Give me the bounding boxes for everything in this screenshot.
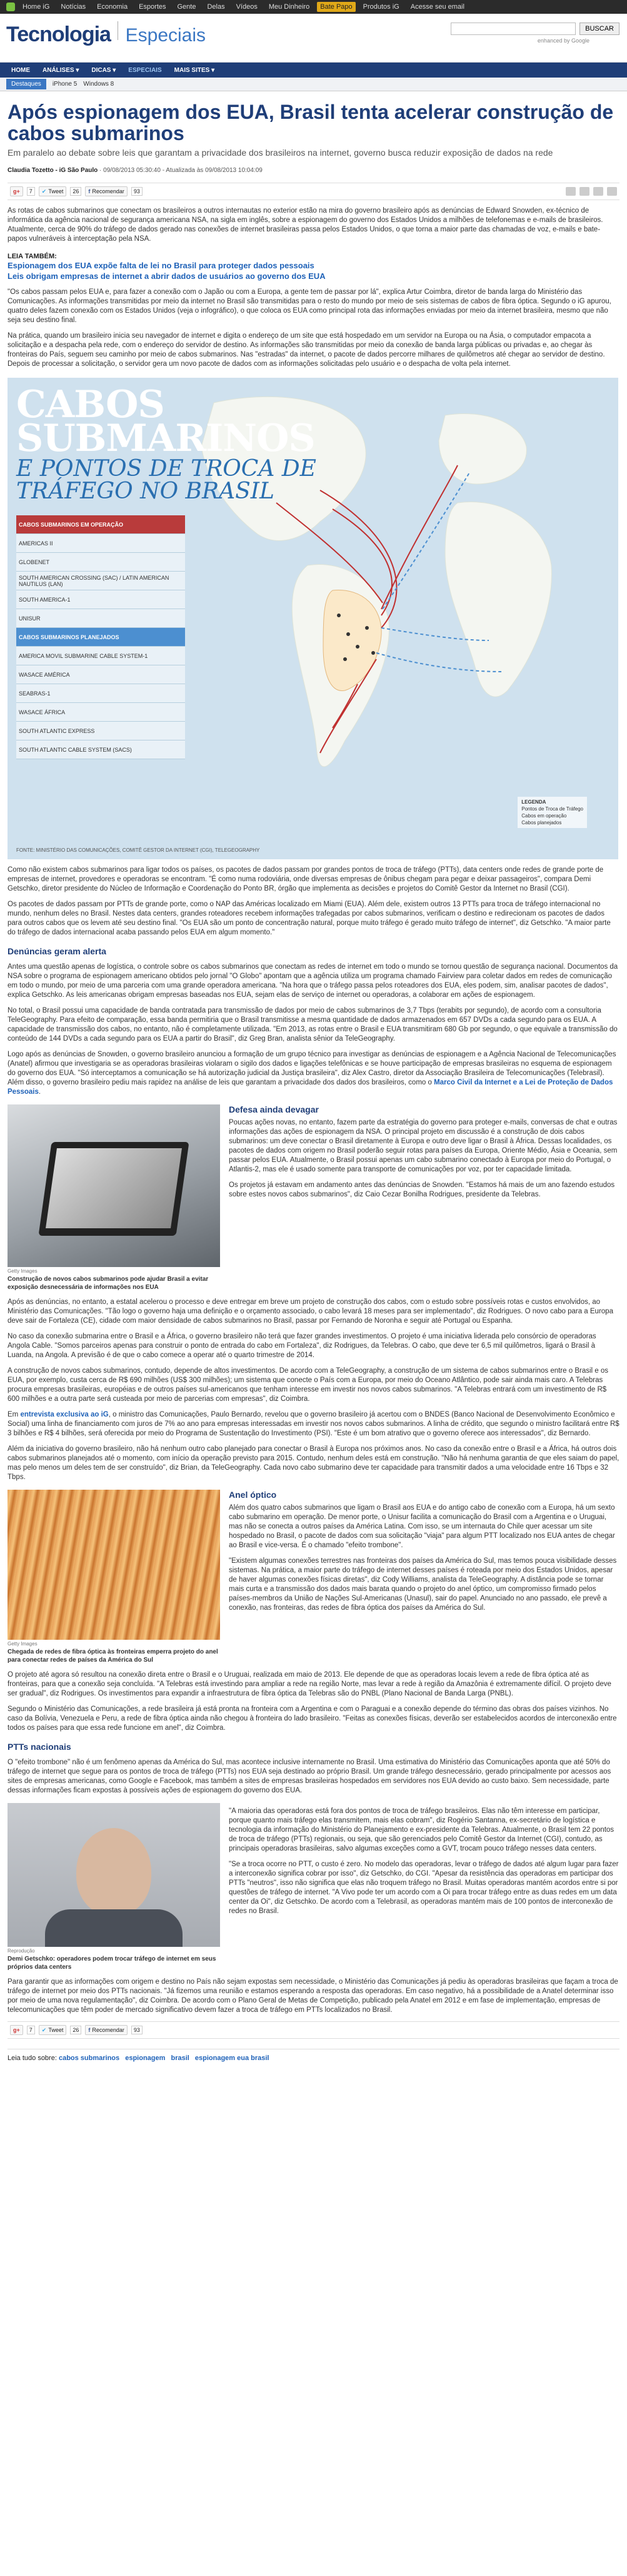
gplus-icon: g+: [13, 188, 20, 194]
subheading: Defesa ainda devagar: [229, 1104, 319, 1114]
subnav-windows8[interactable]: Windows 8: [83, 81, 114, 88]
section-anel: [8, 1490, 619, 1664]
nav-especiais[interactable]: ESPECIAIS: [128, 66, 162, 74]
tags-label: Leia tudo sobre:: [8, 2054, 57, 2062]
comment-icon[interactable]: [607, 187, 617, 196]
photo-caption: Demi Getschko: operadores podem trocar tráfego de internet em seus próprios data centers: [8, 1956, 216, 1971]
site-header: [0, 14, 627, 63]
nav-home[interactable]: HOME: [11, 66, 30, 74]
paragraph: Poucas ações novas, no entanto, fazem parte da estratégia do governo para proteger e-mails, conversas de chat e outras informações das ações de espionagem da NSA. O principal projeto em discussão é a construção de dois cabos submarinos: um deve conectar o Brasil diretamente à Europa e outro deve ligar o Brasil à África. Dessas localidades, os pacotes de dados com origem no Brasil poderão seguir rotas para países da Europa, Oriente Médio, Ásia e Oceania, sem passar pelos EUA. Atualmente, o Brasil possui apenas um cabo submarino conectado à Europa por meio do Portugal, o Atlantis-2, mas ele é usado somente para transporte de comunicações por voz, por ter capacidade limitada.: [229, 1119, 618, 1173]
section-defesa: [8, 1104, 619, 1291]
paragraph: O projeto até agora só resultou na conexão direta entre o Brasil e o Uruguai, realizada em maio de 2013. Ele depende de que as operadoras locais levem a rede de fibra óptica até as fronteiras, para que a conexão seja concluída. "A Telebras está investindo para ampliar a rede na região Norte, mas levar a rede à região da Amazônia é extremamente difícil. O projeto deve ser gradual", diz Rodrigues. Os investimentos para expandir a infraestrutura de fibra óptica da Telebras são do PNBL (Plano Nacional de Banda Larga (PNBL).: [8, 1671, 611, 1697]
infographic-title-line: CABOS: [16, 383, 164, 427]
main-nav: [0, 63, 627, 78]
paragraph: Os projetos já estavam em andamento antes das denúncias de Snowden. "Estamos há mais de um ano fazendo estudos sobre estes novos cabos submarinos", diz Caio Cezar Bonilha Rodrigues, presidente da Telebras.: [229, 1181, 615, 1198]
nav-dicas[interactable]: DICAS ▾: [91, 66, 116, 74]
gplus-count: 7: [27, 187, 35, 196]
section-text: [229, 1490, 619, 1664]
print-icon[interactable]: [566, 187, 576, 196]
tweet-button[interactable]: [39, 186, 67, 196]
cable-list: [16, 515, 185, 759]
paragraph: "Existem algumas conexões terrestres nas fronteiras dos países da América do Sul, mas temos pouca visibilidade desses sistemas. Na prática, a maior parte do tráfego de internet desses países é roteada por meio dos Estados Unidos, apesar de haver algumas conexões físicas diretas", diz Cody Williams, analista da TeleGeography. A distância pode se tornar mais curta e a transmissão dos dados mais barata quando o projeto do anel óptico, um compromisso firmado pelos países-membros da União de Nações Sul-Americanas (Unasul), sair do papel. Anunciado no ano passado, ele prevê a conexão, nas fronteiras, das redes de fibra óptica dos países da América do Sul.: [229, 1557, 617, 1612]
topbar-link-delas[interactable]: Delas: [207, 3, 225, 11]
infographic-title: [16, 383, 315, 460]
portal-topbar: [0, 0, 627, 14]
fiber-optic-photo: [8, 1490, 220, 1640]
paragraph: "Os cabos passam pelos EUA e, para fazer a conexão com o Japão ou com a Europa, a gente tem de passar por lá", explica Artur Coimbra, diretor de banda larga do Ministério das Comunicações. As informações transmitidas por meio da internet no Brasil são transmitidas para o resto do mundo por meio de seis sistemas de cabos de fibra óptica. Segundo o iG apurou, quatro deles fazem conexão com os Estados Unidos (veja o infográfico), o que coloca os EUA como principal rota das informações enviadas por meio da internet brasileira, mesmo que não seja seu destino final.: [8, 288, 611, 324]
tweet-count: 26: [70, 2026, 81, 2034]
cable-list-item[interactable]: UNISUR: [16, 609, 185, 628]
tag-link[interactable]: espionagem: [125, 2054, 166, 2062]
tweet-label: Tweet: [48, 2027, 64, 2033]
tweet-button[interactable]: [39, 2025, 67, 2035]
topbar-link-email[interactable]: Acesse seu email: [410, 3, 464, 11]
cable-list-item[interactable]: AMERICA MOVIL SUBMARINE CABLE SYSTEM-1: [16, 647, 185, 665]
cable-list-item[interactable]: SOUTH AMERICA-1: [16, 590, 185, 609]
photo-credit: Getty Images: [8, 1268, 38, 1274]
europe-shape: [439, 413, 526, 484]
ptt-point: [343, 657, 347, 661]
paragraph: [8, 1410, 619, 1438]
topbar-link-meu-dinheiro[interactable]: Meu Dinheiro: [268, 3, 310, 11]
facebook-icon: f: [88, 188, 91, 194]
paragraph: "Se a troca ocorre no PTT, o custo é zero. No modelo das operadoras, levar o tráfego de dados até algum lugar para fazer a interconexão significa cobrar por isso", diz Getschko, do CGI. "Apesar da resistência das operadoras em participar dos PTTs "neutros", isso não significa que elas não troquem tráfego no Brasil. Muitas operadoras mantém acordos entre si por questões de tráfego de internet. "A Vivo pode ter um acordo com a Oi para trocar tráfego entre as duas redes em um data center da Oi", diz Getschko. De acordo com a Telebrasil, as operadoras mantém mais de 100 pontos de interconexão de redes no Brasil.: [229, 1861, 619, 1915]
related-link[interactable]: Espionagem dos EUA expõe falta de lei no Brasil para proteger dados pessoais: [8, 261, 314, 270]
inline-link[interactable]: entrevista exclusiva ao iG: [20, 1411, 109, 1418]
facebook-recommend-button[interactable]: [85, 186, 128, 196]
ptt-point: [346, 632, 350, 636]
nav-analises[interactable]: ANÁLISES ▾: [43, 66, 79, 74]
africa-shape: [445, 502, 551, 697]
search-input[interactable]: [451, 23, 576, 35]
google-note: enhanced by Google: [537, 38, 589, 44]
cable-list-item[interactable]: SOUTH ATLANTIC CABLE SYSTEM (SACS): [16, 740, 185, 759]
topbar-link-economia[interactable]: Economia: [97, 3, 128, 11]
map-key: [518, 797, 587, 828]
fb-label: Recomendar: [92, 2027, 124, 2033]
ptt-point: [337, 614, 341, 617]
section-name[interactable]: Especiais: [125, 25, 206, 46]
tag-link[interactable]: cabos submarinos: [58, 2054, 120, 2062]
article-tools: [566, 187, 617, 196]
subheading: Anel óptico: [229, 1490, 277, 1500]
face-shape: [76, 1828, 151, 1916]
ig-logo-icon[interactable]: [6, 3, 15, 11]
tag-link[interactable]: brasil: [171, 2054, 189, 2062]
cable-list-item[interactable]: SOUTH AMERICAN CROSSING (SAC) / LATIN AMERICAN NAUTILUS (LAN): [16, 572, 185, 590]
paragraph-text: Em: [8, 1411, 21, 1418]
photo-block: [8, 1490, 220, 1664]
paragraph: As rotas de cabos submarinos que conectam os brasileiros a outros internautas no exterior estão na mira do governo brasileiro após as denúncias de Edward Snowden, ex-técnico de informática da agência nacional de segurança americana NSA, na sigla em inglês, sobre a espionagem do governo dos Estados Unidos a milhões de telefonemas e e-mails de brasileiros. Atualmente, cerca de 90% do tráfego de dados gerado nas conexões de internet brasileiras passa pelos Estados Unidos, o que torna a maior parte das chamadas de voz, e-mails e bate-papos vulneráveis à interceptação pela NSA.: [8, 207, 603, 243]
map-key-item: Cabos planejados: [521, 820, 562, 826]
ptt-point: [365, 626, 369, 630]
photo-credit: Getty Images: [8, 1641, 38, 1647]
subnav-iphone5[interactable]: iPhone 5: [52, 81, 78, 88]
cable-list-item[interactable]: AMERICAS II: [16, 534, 185, 553]
subheading: Denúncias geram alerta: [8, 946, 106, 956]
gplus-button[interactable]: [10, 186, 23, 196]
highlights-tag: Destaques: [6, 79, 46, 89]
twitter-icon: ✔: [41, 2026, 47, 2033]
paragraph: Além da iniciativa do governo brasileiro, não há nenhum outro cabo planejado para conectar o Brasil à Europa nos próximos anos. No caso da conexão entre o Brasil e a África, há outros dois cabos submarinos planejados até o momento, com início da operação previsto para 2015. Contudo, nenhum deles está em construção. "Não há nenhuma garantia de que eles saiam do papel, mas pelo menos um deles tem de ser construído", diz Brian, da TeleGeography. Cada novo cabo submarino deve ter capacidade para transmitir dados a uma velocidade entre 16 Tbps e 32 Tbps.: [8, 1445, 619, 1481]
paragraph: Segundo o Ministério das Comunicações, a rede brasileira já está pronta na fronteira com a Argentina e com o Paraguai e a conexão depende do término das obras dos países vizinhos. No caso da Bolívia, Venezuela e Peru, a rede de fibra óptica ainda não chegou à fronteira do lado brasileiro. "Feitas as conexões físicas, deverão ser estabelecidos acordos de interconexão entre todos os países para que essa rede funcione em anel", diz Coimbra.: [8, 1705, 617, 1732]
paragraph: Como não existem cabos submarinos para ligar todos os países, os pacotes de dados passam por grandes pontos de troca de tráfego (PTTs), data centers onde redes de grande porte de empresas de internet, provedores e operadoras se encontram. "É como numa rodoviária, onde diversas empresas de ônibus chegam para pegar e deixar passageiros", compara Demi Getschko, diretor presidente do Núcleo de Informação e Coordenação do Ponto BR, órgão que implementa as decisões e projetos do Comitê Gestor da Internet no Brasil (CGI).: [8, 866, 604, 892]
infographic-subtitle-line: TRÁFEGO NO BRASIL: [16, 478, 274, 504]
cable-list-item[interactable]: WASACE ÁFRICA: [16, 703, 185, 722]
tweet-count: 26: [70, 187, 81, 196]
section-text: [229, 1104, 619, 1291]
laptop-screen-shape: [46, 1148, 182, 1228]
tag-list: [8, 2049, 619, 2062]
gplus-button[interactable]: [10, 2025, 23, 2035]
map-key-title: LEGENDA: [521, 799, 546, 805]
ptt-point: [371, 651, 375, 655]
shoulders-shape: [45, 1909, 183, 1947]
topbar-link-esportes[interactable]: Esportes: [139, 3, 166, 11]
map-key-item: Pontos de Troca de Tráfego: [521, 806, 583, 812]
gplus-icon: g+: [13, 2027, 20, 2033]
cable-list-header: CABOS SUBMARINOS PLANEJADOS: [16, 628, 185, 647]
inline-link[interactable]: Marco Civil da Internet e a Lei de Proteção de Dados Pessoais: [8, 1079, 613, 1096]
article: [0, 91, 627, 2069]
related-title: LEIA TAMBÉM:: [8, 253, 57, 260]
infographic-subtitle-line: E PONTOS DE TROCA DE: [16, 456, 316, 482]
byline-authors: Claudia Tozetto - iG São Paulo: [8, 167, 98, 174]
cable-list-item[interactable]: WASACE AMÉRICA: [16, 665, 185, 684]
paragraph: "A maioria das operadoras está fora dos pontos de troca de tráfego brasileiros. Elas não têm interesse em participar, porque quanto mais tráfego elas transmitem, mais elas cobram", diz Rogério Santanna, ex-secretário de logística e tecnologia da informação do Ministério do Planejamento e ex-presidente da Telebras. Atualmente, o Brasil tem 22 pontos de troca de tráfego (PTTs) regionais, ou seja, que são gerenciados pelo Comitê Gestor da Internet (CGI), contudo, as principais operadoras brasileiras, salvo algumas exceções como a GVT, trocam pouco tráfego nesses data centers.: [229, 1807, 614, 1852]
section-ptt: [8, 1803, 619, 1971]
email-icon[interactable]: [579, 187, 589, 196]
fb-count: 93: [131, 2026, 143, 2034]
share-bar-bottom: [8, 2021, 619, 2039]
site-brand[interactable]: Tecnologia: [6, 23, 111, 46]
facebook-icon: f: [88, 2027, 91, 2033]
infographic-source: FONTE: MINISTÉRIO DAS COMUNICAÇÕES, COMITÊ GESTOR DA INTERNET (CGI), TELEGEOGRAPHY: [16, 847, 260, 853]
portrait-photo: [8, 1803, 220, 1947]
photo-caption: Construção de novos cabos submarinos pode ajudar Brasil a evitar exposição desnecessária de informações nos EUA: [8, 1276, 209, 1291]
cables-infographic: [8, 378, 618, 859]
paragraph: Para garantir que as informações com origem e destino no País não sejam expostas sem necessidade, o Ministério das Comunicações já pediu às operadoras brasileiras que façam a troca de tráfego de internet por meio dos PTTs nacionais. "Já fizemos uma reunião e estamos esperando a resposta das operadoras. Em caso negativo, há a possibilidade de a Anatel determinar isso por meio de uma nova regulamentação", diz Coimbra. De acordo com o Plano Geral de Metas de Competição, publicado pela Anatel em 2012 e em fase de implementação, empresas de telecomunicações que têm poder de mercado significativo devem fazer a troca de tráfego em PTTs localizados no Brasil.: [8, 1978, 618, 2014]
photo-caption: Chegada de redes de fibra óptica às fronteiras emperra projeto do anel para conectar redes de países da América do Sul: [8, 1649, 218, 1664]
ptt-point: [356, 645, 359, 649]
paragraph: A construção de novos cabos submarinos, contudo, depende de altos investimentos. De acordo com a TeleGeography, a construção de um sistema de cabos submarinos entre o Brasil e os EUA, por exemplo, custa cerca de R$ 690 milhões (US$ 300 milhões); um sistema que conecte o País com a Europa, por meio do Oceano Atlântico, pode sair ainda mais caro. A Telebras procura empresas brasileiras, européias e de outros países sul-americanos que tenham interesse em investir nos novos cabos submarinos. "A Telebras entrará com um investimento de R$ 600 milhões e a outra parte será custeada por meio de parcerias com empresas", diz Coimbra.: [8, 1367, 609, 1403]
photo-block: [8, 1104, 220, 1291]
cable-list-header: CABOS SUBMARINOS EM OPERAÇÃO: [16, 515, 185, 534]
subheading: PTTs nacionais: [8, 1742, 71, 1752]
topbar-link-home[interactable]: Home iG: [23, 3, 50, 11]
infographic-subtitle: [16, 458, 316, 503]
infographic-title-line: SUBMARINOS: [16, 417, 315, 460]
article-dek: Em paralelo ao debate sobre leis que garantam a privacidade dos brasileiros na internet, governo busca reduzir exposição de dados na rede: [8, 148, 553, 158]
sub-nav: [0, 78, 627, 91]
photo-credit: Reprodução: [8, 1948, 35, 1954]
facebook-recommend-button[interactable]: [85, 2025, 128, 2035]
cable-list-item[interactable]: GLOBENET: [16, 553, 185, 572]
paragraph-text: Logo após as denúncias de Snowden, o governo brasileiro anunciou a formação de um grupo técnico para investigar as denúncias de espionagem e a Agência Nacional de Telecomunicações (Anatel) afirmou que investigaria se as operadoras brasileiras violaram o sigilo dos dados e ligações telefônicas e se houve participação de empresas brasileiras no esquema de espionagem do governo dos EUA. "Só interceptamos a comunicação se há autorização judicial da Justiça brasileira", diz Alex Castro, diretor da Associação Brasileira de Telecomunicações (Telebrasil). Além disso, o governo brasileiro pediu mais rapidez na análise de leis que garantam a privacidade dos dados dos brasileiros, como o: [8, 1051, 616, 1086]
paragraph: Após as denúncias, no entanto, a estatal acelerou o processo e deve entregar em breve um projeto de construção dos cabos, com o estudo sobre possíveis rotas e custos envolvidos, ao Ministério das Comunicações. "Tão logo o governo haja uma definição e o orçamento associado, o cabo levará 18 meses para ser implementado", diz Rodrigues. O novo cabo para a Europa deve sair de Fortaleza (CE), cidade com maior densidade de cabos submarinos no Brasil, passar por Fernando de Noronha e seguir até Portugal ou Espanha.: [8, 1298, 613, 1325]
topbar-link-gente[interactable]: Gente: [177, 3, 196, 11]
topbar-link-videos[interactable]: Vídeos: [236, 3, 258, 11]
paragraph: Na prática, quando um brasileiro inicia seu navegador de internet e digita o endereço de um site que está hospedado em um servidor na Europa ou na Ásia, o computador empacota a solicitação e a despacha pela rede, com o endereço do servidor de destino. As informações são transmitidas por meio da conexão de banda larga públicas ou privadas e, ao chegar às fronteiras do País, seguem seu caminho por meio de cabos submarinos. Nas "estradas" da internet, o pacote de dados percorre milhares de quilômetros até chegar ao servidor de destino. Depois de processar a solicitação, o servidor gera um novo pacote de dados com as informações solicitadas pelo usuário e o despacha de volta pela internet.: [8, 332, 605, 368]
paragraph: Os pacotes de dados passam por PTTs de grande porte, como o NAP das Américas localizado em Miami (EUA). Além dele, existem outros 13 PTTs para troca de tráfego internacional no mundo, nenhum deles no Brasil. Nestes data centers, grandes roteadores recebem informações trafegadas por cabos submarinos, verificam o destino e redirecionam os pacotes de dados para outros cabos que os levem até seu destino final. "Os EUA são um ponto de concentração natural, porque muito tráfego é gerado muito tráfego de internet", diz Getschko. "A maior parte do tráfego de dados internacional acaba passando pelos EUA em algum momento.": [8, 901, 611, 936]
fb-count: 93: [131, 187, 143, 196]
topbar-link-noticias[interactable]: Notícias: [61, 3, 86, 11]
paragraph: Antes uma questão apenas de logística, o controle sobre os cabos submarinos que conectam as redes de internet em todo o mundo se tornou questão de segurança nacional. Documentos da NSA sobre o programa de espionagem americano obtidos pelo jornal "O Globo" apontam que a agência utiliza um programa chamado Fairview para coletar dados em redes de comunicação em todo o mundo, por meio de uma parceria com uma grande operadora americana. "Na hora que o tráfego passa pelos roteadores dos EUA, eles podem, sim, analisar pacotes de dados", explica Getschko. As leis americanas obrigam empresas baseadas nos EUA, sejam elas de serviço de internet ou operadoras, a colaborar em ações de espionagem.: [8, 963, 618, 999]
paragraph: Além dos quatro cabos submarinos que ligam o Brasil aos EUA e do antigo cabo de conexão com a Europa, há um sexto cabo submarino em operação. De menor porte, o Unisur facilita a comunicação do Brasil com a Argentina e o Uruguai, mas não se conecta a outros países da América Latina. Com isso, se um internauta do Chile quer acessar um site hospedado no Brasil, o pacote de dados com sua solicitação "viaja" para algum PTT localizado nos EUA antes de chegar ao Brasil e vice-versa. É o chamado "efeito trombone".: [229, 1504, 615, 1549]
search-button[interactable]: BUSCAR: [579, 23, 619, 35]
cable-list-item[interactable]: SEABRAS-1: [16, 684, 185, 703]
section-text: [229, 1803, 619, 1971]
paragraph-text: .: [38, 1088, 41, 1096]
photo-block: [8, 1803, 220, 1971]
gplus-count: 7: [27, 2026, 35, 2034]
topbar-link-produtos[interactable]: Produtos iG: [363, 3, 399, 11]
cable-list-item[interactable]: SOUTH ATLANTIC EXPRESS: [16, 722, 185, 740]
topbar-link-bate-papo[interactable]: Bate Papo: [317, 2, 355, 12]
article-headline: Após espionagem dos EUA, Brasil tenta acelerar construção de cabos submarinos: [8, 101, 614, 144]
share-bar: [8, 183, 619, 200]
paragraph: No total, o Brasil possui uma capacidade de banda contratada para transmissão de dados por meio de cabos submarinos de 3,7 Tbps (terabits por segundo), de acordo com a consultoria TeleGeography. Para efeito de comparação, essa banda permitiria que o Brasil transmitisse a mesma quantidade de dados armazenados em 657 DVDs a cada segundo para os EUA. A capacidade de transmissão dos cabos, no entanto, não é completamente utilizada. "Em 2013, as rotas entre o Brasil e EUA transmitiram 680 Gb por segundo, o que equivale a transmissão do conteúdo de 144 DVDs a cada segundo para os EUA a partir do Brasil", diz Greg Bran, analista sênior da TeleGeography.: [8, 1007, 618, 1043]
paragraph: [8, 1050, 619, 1097]
fb-label: Recomendar: [92, 188, 124, 194]
related-link[interactable]: Leis obrigam empresas de internet a abrir dados de usuários ao governo dos EUA: [8, 271, 326, 281]
font-size-icon[interactable]: [593, 187, 603, 196]
paragraph: No caso da conexão submarina entre o Brasil e a África, o governo brasileiro não terá que fazer grandes investimentos. O projeto é uma iniciativa liderada pelo consórcio de operadoras Angola Cable. "Somos parceiros apenas para construir o ponto de entrada do cabo em Fortaleza", diz Rodrigues, da Telebras. O cabo, que deve ter 6,5 mil quilômetros, ligará o Brasil à Luanda, na Angola. A previsão é de que o cabo comece a operar até o quarto trimestre de 2014.: [8, 1333, 596, 1359]
byline-dates: · 09/08/2013 05:30:40 - Atualizada às 09/08/2013 10:04:09: [98, 167, 263, 174]
paragraph: O "efeito trombone" não é um fenômeno apenas da América do Sul, mas acontece inclusive internamente no Brasil. Uma estimativa do Ministério das Comunicações aponta que até 50% do tráfego de internet que segue para os pontos de troca de tráfego (PTTs) nos EUA seja destinado ao próprio Brasil. Um grande tráfego desnecessário, gerado principalmente por acessos aos sites de empresas americanas, como Google e Facebook, mas também a sites de empresas brasileiras hospedados em servidores nos EUA devido ao custo baixo. Sem necessidade, parte dessas informações ficam expostas à possíveis ações de espionagem do governo dos EUA.: [8, 1759, 611, 1794]
twitter-icon: ✔: [41, 188, 47, 194]
map-key-item: Cabos em operação: [521, 813, 567, 819]
related-links: [8, 253, 619, 281]
tag-link[interactable]: espionagem eua brasil: [194, 2054, 269, 2062]
laptop-photo: [8, 1104, 220, 1267]
paragraph-text: , o ministro das Comunicações, Paulo Bernardo, revelou que o governo brasileiro já acertou com o BNDES (Banco Nacional de Desenvolvimento Econômico e Social) uma linha de financiamento com juros de 7% ao ano para empresas interessadas em investir nos novos cabos submarinos. A linha de crédito, que segundo o ministro facilitará entre R$ 3 bilhões e R$ 4 bilhões, será oferecida por meio do Programa de Sustentação do Investimento (PSI). "Este é um bom atrativo que o governo oferece aos interessados", diz Bernardo.: [8, 1411, 619, 1437]
article-byline: [8, 167, 619, 174]
tweet-label: Tweet: [48, 188, 64, 194]
search-form: [451, 23, 619, 35]
nav-mais-sites[interactable]: MAIS SITES ▾: [174, 66, 215, 74]
